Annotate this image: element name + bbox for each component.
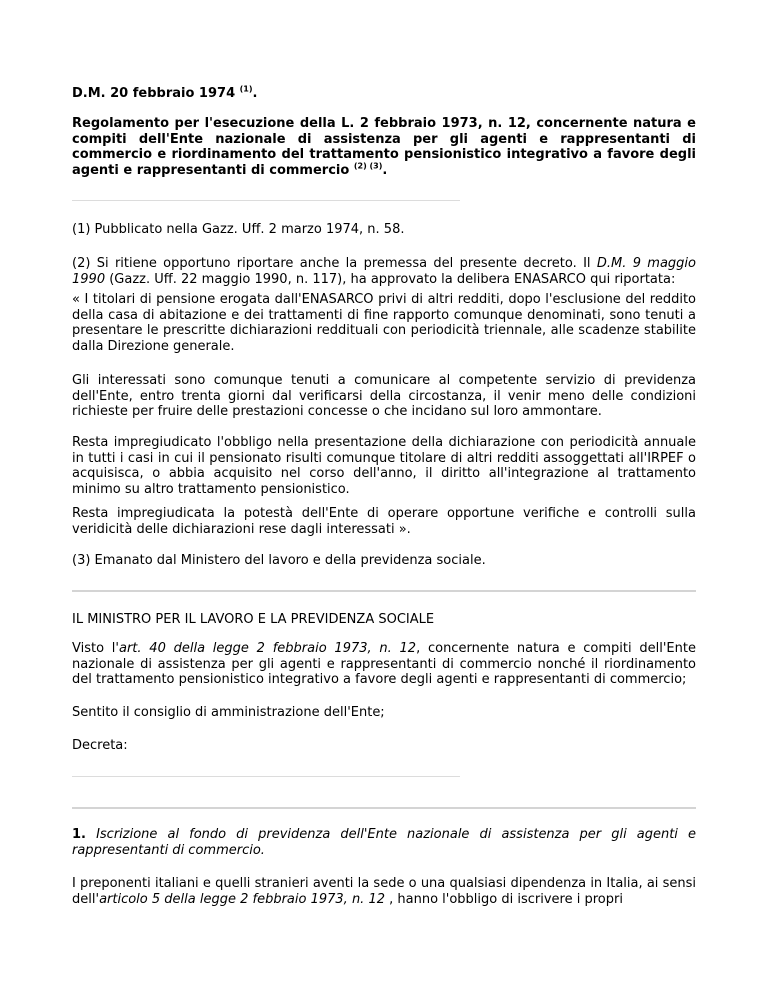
article-1-heading — [72, 827, 696, 858]
quote-paragraph-3: Resta impregiudicato l'obbligo nella presentazione della dichiarazione con periodicità annuale in tutti i casi in cui il pensionato risulti comunque titolare di altri redditi assoggettati all'IRPEF o acquisisca, o abbia acquisito nel corso dell'anno, il diritto all'integrazione al trattamento minimo su altro trattamento pensionistico. — [72, 435, 696, 497]
quote-paragraph-1: « I titolari di pensione erogata dall'ENASARCO privi di altri redditi, dopo l'esclusione del reddito della casa di abitazione e dei trattamenti di fine rapporto comunque denominati, sono tenuti a presentare le prescritte dichiarazioni reddituali con periodicità triennale, alle scadenze stabilite dalla Direzione generale. — [72, 292, 696, 354]
divider-short — [72, 200, 460, 201]
footnote-ref-1[interactable]: (1) — [239, 84, 253, 94]
article-1-body: I preponenti italiani e quelli stranieri aventi la sede o una qualsiasi dipendenza in Italia, ai sensi dell'articolo 5 della legge 2 febbraio 1973, n. 12 , hanno l'obbligo di iscrivere i propri — [72, 876, 696, 907]
article-1-title: Iscrizione al fondo di previdenza dell'Ente nazionale di assistenza per gli agenti e rappresentanti di commercio. — [72, 827, 696, 858]
quote-paragraph-2: Gli interessati sono comunque tenuti a comunicare al competente servizio di previdenza dell'Ente, entro trenta giorni dal verificarsi della circostanza, il venir meno delle condizioni richieste per fruire delle prestazioni concesse o che incidano sul loro ammontare. — [72, 373, 696, 419]
dm-1990-link[interactable]: D.M. 9 maggio 1990 — [72, 256, 697, 287]
decree-title: D.M. 20 febbraio 1974 $^{(1)}$. — [72, 84, 258, 101]
article-1-number: 1. — [72, 827, 86, 842]
regulation-title: Regolamento per l'esecuzione della L. 2 febbraio 1973, n. 12, concernente natura e compiti dell'Ente nazionale di assistenza per gli agenti e rappresentanti di commercio e riordinamento del trattamento pensionistico integrativo a favore degli agenti e rappresentanti di commercio $^{(2) (3)}$. — [72, 116, 696, 178]
footnote-ref-2-3[interactable]: (2) (3) — [353, 161, 383, 171]
divider-long-2 — [72, 807, 696, 809]
sentito-paragraph: Sentito il consiglio di amministrazione dell'Ente; — [72, 705, 385, 720]
decreta-label: Decreta: — [72, 738, 128, 753]
divider-short-2 — [72, 776, 460, 777]
minister-heading: IL MINISTRO PER IL LAVORO E LA PREVIDENZA SOCIALE — [72, 612, 435, 627]
visto-paragraph: Visto l'art. 40 della legge 2 febbraio 1973, n. 12, concernente natura e compiti dell'Ente nazionale di assistenza per gli agenti e rappresentanti di commercio nonché il riordinamento del trattamento pensionistico integrativo a favore degli agenti e rappresentanti di commercio; — [72, 641, 696, 687]
art-40-link[interactable]: art. 40 della legge 2 febbraio 1973, n. 12 — [119, 641, 417, 656]
art-5-link[interactable]: articolo 5 della legge 2 febbraio 1973, n. 12 — [99, 891, 385, 907]
quote-paragraph-4: Resta impregiudicata la potestà dell'Ente di operare opportune verifiche e controlli sulla veridicità delle dichiarazioni rese dagli interessati ». — [72, 506, 696, 537]
footnote-2: (2) Si ritiene opportuno riportare anche la premessa del presente decreto. Il D.M. 9 maggio 1990 (Gazz. Uff. 22 maggio 1990, n. 117), ha approvato la delibera ENASARCO qui riportata: — [72, 256, 697, 287]
footnote-3: (3) Emanato dal Ministero del lavoro e della previdenza sociale. — [72, 553, 486, 568]
divider-long — [72, 590, 696, 592]
footnote-1: (1) Pubblicato nella Gazz. Uff. 2 marzo 1974, n. 58. — [72, 222, 405, 237]
